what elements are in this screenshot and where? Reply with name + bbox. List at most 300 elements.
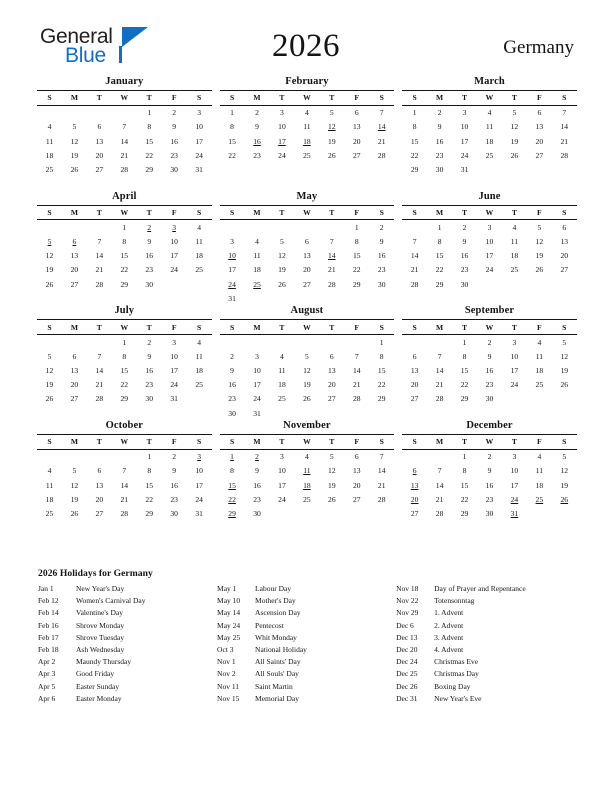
day-cell[interactable]: 11 [278, 365, 286, 375]
day-cell[interactable]: 14 [377, 122, 386, 132]
day-cell[interactable]: 1 [354, 222, 359, 232]
day-cell[interactable]: 20 [352, 136, 361, 146]
day-cell[interactable]: 24 [485, 265, 494, 275]
day-cell[interactable]: 17 [510, 480, 519, 490]
day-cell[interactable]: 1 [462, 337, 467, 347]
day-cell[interactable]: 18 [253, 265, 261, 275]
day-cell[interactable]: 11 [195, 351, 203, 361]
day-cell[interactable]: 6 [97, 466, 102, 476]
day-cell[interactable]: 3 [255, 351, 259, 361]
day-cell[interactable]: 10 [170, 237, 178, 247]
day-cell[interactable]: 1 [122, 222, 127, 232]
day-cell[interactable]: 4 [537, 452, 542, 462]
day-cell[interactable]: 6 [354, 452, 359, 462]
day-cell[interactable]: 3 [172, 222, 177, 232]
day-cell[interactable]: 9 [255, 466, 259, 476]
day-cell[interactable]: 31 [253, 408, 261, 418]
day-cell[interactable]: 25 [278, 394, 286, 404]
day-cell[interactable]: 4 [304, 452, 309, 462]
day-cell[interactable]: 25 [45, 164, 54, 174]
day-cell[interactable]: 31 [228, 293, 236, 303]
day-cell[interactable]: 17 [460, 136, 469, 146]
day-cell[interactable]: 9 [230, 365, 234, 375]
day-cell[interactable]: 23 [435, 150, 444, 160]
day-cell[interactable]: 15 [460, 480, 469, 490]
day-cell[interactable]: 18 [45, 494, 54, 504]
day-cell[interactable]: 2 [487, 452, 492, 462]
day-cell[interactable]: 2 [437, 108, 442, 118]
day-cell[interactable]: 7 [97, 351, 102, 361]
day-cell[interactable]: 2 [255, 452, 259, 462]
day-cell[interactable]: 31 [195, 164, 203, 174]
day-cell[interactable]: 13 [70, 365, 79, 375]
day-cell[interactable]: 18 [195, 251, 203, 261]
day-cell[interactable]: 19 [328, 480, 336, 490]
day-cell[interactable]: 20 [535, 136, 544, 146]
day-cell[interactable]: 21 [410, 265, 419, 275]
day-cell[interactable]: 9 [172, 122, 177, 132]
day-cell[interactable]: 16 [485, 480, 494, 490]
day-cell[interactable]: 29 [120, 279, 129, 289]
day-cell[interactable]: 3 [462, 108, 467, 118]
day-cell[interactable]: 7 [122, 466, 127, 476]
day-cell[interactable]: 21 [435, 494, 444, 504]
day-cell[interactable]: 15 [145, 480, 154, 490]
day-cell[interactable]: 10 [195, 466, 203, 476]
day-cell[interactable]: 13 [535, 122, 544, 132]
day-cell[interactable]: 21 [435, 380, 444, 390]
day-cell[interactable]: 4 [47, 122, 52, 132]
day-cell[interactable]: 5 [304, 351, 309, 361]
day-cell[interactable]: 11 [195, 237, 203, 247]
day-cell[interactable]: 9 [487, 351, 492, 361]
day-cell[interactable]: 22 [410, 150, 419, 160]
day-cell[interactable]: 14 [95, 365, 104, 375]
day-cell[interactable]: 23 [145, 265, 154, 275]
day-cell[interactable]: 10 [278, 122, 286, 132]
day-cell[interactable]: 22 [460, 494, 469, 504]
day-cell[interactable]: 7 [562, 108, 567, 118]
day-cell[interactable]: 27 [352, 494, 361, 504]
day-cell[interactable]: 17 [278, 480, 286, 490]
day-cell[interactable]: 24 [278, 494, 286, 504]
day-cell[interactable]: 5 [280, 237, 284, 247]
day-cell[interactable]: 27 [560, 265, 569, 275]
day-cell[interactable]: 16 [377, 251, 386, 261]
day-cell[interactable]: 14 [95, 251, 104, 261]
day-cell[interactable]: 21 [377, 136, 386, 146]
day-cell[interactable]: 11 [253, 251, 261, 261]
day-cell[interactable]: 14 [120, 480, 129, 490]
day-cell[interactable]: 5 [72, 466, 77, 476]
day-cell[interactable]: 25 [303, 150, 311, 160]
day-cell[interactable]: 18 [485, 136, 494, 146]
day-cell[interactable]: 16 [170, 136, 178, 146]
day-cell[interactable]: 15 [410, 136, 419, 146]
day-cell[interactable]: 22 [377, 380, 386, 390]
day-cell[interactable]: 25 [485, 150, 494, 160]
day-cell[interactable]: 4 [512, 222, 517, 232]
day-cell[interactable]: 2 [147, 222, 152, 232]
day-cell[interactable]: 24 [460, 150, 469, 160]
day-cell[interactable]: 2 [255, 108, 259, 118]
day-cell[interactable]: 11 [535, 466, 543, 476]
day-cell[interactable]: 30 [170, 164, 178, 174]
day-cell[interactable]: 21 [328, 265, 336, 275]
day-cell[interactable]: 1 [462, 452, 467, 462]
day-cell[interactable]: 7 [97, 237, 102, 247]
day-cell[interactable]: 23 [170, 150, 178, 160]
day-cell[interactable]: 6 [97, 122, 102, 132]
day-cell[interactable]: 15 [352, 251, 361, 261]
day-cell[interactable]: 25 [303, 494, 311, 504]
day-cell[interactable]: 15 [228, 480, 236, 490]
day-cell[interactable]: 30 [460, 279, 469, 289]
day-cell[interactable]: 26 [560, 380, 569, 390]
day-cell[interactable]: 14 [377, 466, 386, 476]
day-cell[interactable]: 3 [487, 222, 492, 232]
day-cell[interactable]: 3 [512, 452, 517, 462]
day-cell[interactable]: 29 [120, 394, 129, 404]
day-cell[interactable]: 20 [303, 265, 311, 275]
day-cell[interactable]: 12 [70, 136, 79, 146]
day-cell[interactable]: 30 [485, 509, 494, 519]
day-cell[interactable]: 17 [278, 136, 286, 146]
day-cell[interactable]: 27 [410, 509, 419, 519]
day-cell[interactable]: 19 [45, 380, 54, 390]
day-cell[interactable]: 29 [377, 394, 386, 404]
day-cell[interactable]: 8 [462, 351, 467, 361]
day-cell[interactable]: 24 [170, 380, 178, 390]
day-cell[interactable]: 20 [328, 380, 336, 390]
day-cell[interactable]: 4 [304, 108, 309, 118]
day-cell[interactable]: 29 [435, 279, 444, 289]
day-cell[interactable]: 1 [230, 452, 234, 462]
day-cell[interactable]: 8 [147, 466, 152, 476]
day-cell[interactable]: 18 [303, 136, 311, 146]
day-cell[interactable]: 14 [352, 365, 361, 375]
day-cell[interactable]: 29 [145, 509, 154, 519]
day-cell[interactable]: 16 [485, 365, 494, 375]
day-cell[interactable]: 22 [460, 380, 469, 390]
day-cell[interactable]: 1 [379, 337, 384, 347]
day-cell[interactable]: 22 [120, 265, 129, 275]
day-cell[interactable]: 11 [45, 136, 54, 146]
day-cell[interactable]: 30 [485, 394, 494, 404]
day-cell[interactable]: 29 [228, 509, 236, 519]
day-cell[interactable]: 30 [253, 509, 261, 519]
day-cell[interactable]: 24 [170, 265, 178, 275]
day-cell[interactable]: 8 [230, 466, 234, 476]
day-cell[interactable]: 3 [512, 337, 517, 347]
day-cell[interactable]: 25 [195, 265, 203, 275]
day-cell[interactable]: 7 [437, 466, 442, 476]
day-cell[interactable]: 22 [120, 380, 129, 390]
day-cell[interactable]: 23 [485, 380, 494, 390]
day-cell[interactable]: 23 [145, 380, 154, 390]
day-cell[interactable]: 29 [460, 509, 469, 519]
day-cell[interactable]: 6 [72, 237, 77, 247]
day-cell[interactable]: 9 [147, 351, 152, 361]
day-cell[interactable]: 5 [329, 452, 334, 462]
day-cell[interactable]: 6 [562, 222, 567, 232]
day-cell[interactable]: 28 [95, 394, 104, 404]
day-cell[interactable]: 8 [462, 466, 467, 476]
day-cell[interactable]: 10 [278, 466, 286, 476]
day-cell[interactable]: 26 [535, 265, 544, 275]
day-cell[interactable]: 14 [435, 365, 444, 375]
day-cell[interactable]: 23 [485, 494, 494, 504]
day-cell[interactable]: 28 [95, 279, 104, 289]
day-cell[interactable]: 11 [535, 351, 543, 361]
day-cell[interactable]: 31 [460, 164, 469, 174]
day-cell[interactable]: 27 [95, 509, 104, 519]
day-cell[interactable]: 6 [304, 237, 309, 247]
day-cell[interactable]: 26 [45, 394, 54, 404]
day-cell[interactable]: 2 [172, 108, 177, 118]
day-cell[interactable]: 20 [410, 380, 419, 390]
day-cell[interactable]: 26 [278, 279, 286, 289]
day-cell[interactable]: 12 [535, 237, 544, 247]
day-cell[interactable]: 19 [45, 265, 54, 275]
day-cell[interactable]: 16 [145, 251, 154, 261]
day-cell[interactable]: 30 [170, 509, 178, 519]
day-cell[interactable]: 17 [170, 251, 178, 261]
day-cell[interactable]: 19 [328, 136, 336, 146]
day-cell[interactable]: 10 [510, 466, 519, 476]
day-cell[interactable]: 14 [435, 480, 444, 490]
day-cell[interactable]: 7 [379, 108, 384, 118]
day-cell[interactable]: 22 [145, 150, 154, 160]
day-cell[interactable]: 15 [228, 136, 236, 146]
day-cell[interactable]: 19 [510, 136, 519, 146]
day-cell[interactable]: 8 [230, 122, 234, 132]
day-cell[interactable]: 30 [145, 279, 154, 289]
day-cell[interactable]: 9 [255, 122, 259, 132]
day-cell[interactable]: 4 [47, 466, 52, 476]
day-cell[interactable]: 21 [560, 136, 569, 146]
day-cell[interactable]: 19 [303, 380, 311, 390]
day-cell[interactable]: 20 [95, 494, 104, 504]
day-cell[interactable]: 11 [510, 237, 519, 247]
day-cell[interactable]: 11 [485, 122, 494, 132]
day-cell[interactable]: 7 [354, 351, 359, 361]
day-cell[interactable]: 18 [45, 150, 54, 160]
day-cell[interactable]: 13 [560, 237, 569, 247]
day-cell[interactable]: 11 [303, 466, 311, 476]
day-cell[interactable]: 30 [377, 279, 386, 289]
day-cell[interactable]: 28 [120, 509, 129, 519]
day-cell[interactable]: 28 [377, 494, 386, 504]
day-cell[interactable]: 27 [70, 394, 79, 404]
day-cell[interactable]: 28 [435, 509, 444, 519]
day-cell[interactable]: 20 [560, 251, 569, 261]
day-cell[interactable]: 20 [352, 480, 361, 490]
day-cell[interactable]: 8 [412, 122, 417, 132]
day-cell[interactable]: 24 [195, 494, 203, 504]
day-cell[interactable]: 12 [70, 480, 79, 490]
day-cell[interactable]: 3 [280, 108, 284, 118]
day-cell[interactable]: 9 [172, 466, 177, 476]
day-cell[interactable]: 3 [280, 452, 284, 462]
day-cell[interactable]: 17 [195, 136, 203, 146]
day-cell[interactable]: 6 [537, 108, 542, 118]
day-cell[interactable]: 15 [120, 365, 129, 375]
day-cell[interactable]: 22 [228, 494, 236, 504]
day-cell[interactable]: 14 [120, 136, 129, 146]
day-cell[interactable]: 7 [437, 351, 442, 361]
day-cell[interactable]: 24 [253, 394, 261, 404]
day-cell[interactable]: 24 [510, 494, 519, 504]
day-cell[interactable]: 12 [560, 351, 569, 361]
day-cell[interactable]: 12 [560, 466, 569, 476]
day-cell[interactable]: 22 [145, 494, 154, 504]
day-cell[interactable]: 8 [147, 122, 152, 132]
day-cell[interactable]: 20 [410, 494, 419, 504]
day-cell[interactable]: 24 [510, 380, 519, 390]
day-cell[interactable]: 7 [329, 237, 334, 247]
day-cell[interactable]: 22 [352, 265, 361, 275]
day-cell[interactable]: 14 [328, 251, 336, 261]
day-cell[interactable]: 10 [253, 365, 261, 375]
day-cell[interactable]: 12 [45, 251, 54, 261]
day-cell[interactable]: 24 [228, 279, 236, 289]
day-cell[interactable]: 8 [437, 237, 442, 247]
day-cell[interactable]: 1 [147, 452, 152, 462]
day-cell[interactable]: 27 [328, 394, 336, 404]
day-cell[interactable]: 20 [95, 150, 104, 160]
day-cell[interactable]: 5 [512, 108, 517, 118]
day-cell[interactable]: 26 [303, 394, 311, 404]
day-cell[interactable]: 5 [537, 222, 542, 232]
day-cell[interactable]: 22 [435, 265, 444, 275]
day-cell[interactable]: 28 [435, 394, 444, 404]
day-cell[interactable]: 1 [147, 108, 152, 118]
day-cell[interactable]: 19 [560, 365, 569, 375]
day-cell[interactable]: 19 [560, 480, 569, 490]
day-cell[interactable]: 9 [379, 237, 384, 247]
day-cell[interactable]: 18 [278, 380, 286, 390]
day-cell[interactable]: 30 [228, 408, 236, 418]
day-cell[interactable]: 19 [70, 494, 79, 504]
day-cell[interactable]: 19 [535, 251, 544, 261]
day-cell[interactable]: 29 [352, 279, 361, 289]
day-cell[interactable]: 8 [122, 237, 127, 247]
day-cell[interactable]: 29 [145, 164, 154, 174]
day-cell[interactable]: 26 [328, 150, 336, 160]
day-cell[interactable]: 27 [95, 164, 104, 174]
day-cell[interactable]: 19 [278, 265, 286, 275]
day-cell[interactable]: 16 [253, 136, 261, 146]
day-cell[interactable]: 14 [410, 251, 419, 261]
day-cell[interactable]: 8 [379, 351, 384, 361]
day-cell[interactable]: 28 [560, 150, 569, 160]
day-cell[interactable]: 13 [328, 365, 336, 375]
day-cell[interactable]: 18 [303, 480, 311, 490]
day-cell[interactable]: 16 [460, 251, 469, 261]
day-cell[interactable]: 2 [379, 222, 384, 232]
day-cell[interactable]: 29 [410, 164, 419, 174]
day-cell[interactable]: 20 [70, 380, 79, 390]
day-cell[interactable]: 10 [170, 351, 178, 361]
day-cell[interactable]: 5 [47, 237, 52, 247]
day-cell[interactable]: 24 [195, 150, 203, 160]
day-cell[interactable]: 13 [70, 251, 79, 261]
day-cell[interactable]: 11 [303, 122, 311, 132]
day-cell[interactable]: 16 [435, 136, 444, 146]
day-cell[interactable]: 15 [460, 365, 469, 375]
day-cell[interactable]: 17 [228, 265, 236, 275]
day-cell[interactable]: 9 [437, 122, 442, 132]
day-cell[interactable]: 27 [410, 394, 419, 404]
day-cell[interactable]: 4 [537, 337, 542, 347]
day-cell[interactable]: 16 [228, 380, 236, 390]
day-cell[interactable]: 21 [352, 380, 361, 390]
day-cell[interactable]: 23 [228, 394, 236, 404]
day-cell[interactable]: 25 [253, 279, 261, 289]
day-cell[interactable]: 1 [230, 108, 234, 118]
day-cell[interactable]: 11 [45, 480, 54, 490]
day-cell[interactable]: 3 [197, 108, 201, 118]
day-cell[interactable]: 3 [197, 452, 201, 462]
day-cell[interactable]: 12 [303, 365, 311, 375]
day-cell[interactable]: 2 [487, 337, 492, 347]
day-cell[interactable]: 13 [410, 365, 419, 375]
day-cell[interactable]: 6 [412, 351, 417, 361]
day-cell[interactable]: 5 [72, 122, 77, 132]
day-cell[interactable]: 31 [195, 509, 203, 519]
day-cell[interactable]: 13 [352, 122, 361, 132]
day-cell[interactable]: 10 [485, 237, 494, 247]
day-cell[interactable]: 21 [95, 265, 104, 275]
day-cell[interactable]: 2 [172, 452, 177, 462]
day-cell[interactable]: 30 [435, 164, 444, 174]
day-cell[interactable]: 6 [412, 466, 417, 476]
day-cell[interactable]: 10 [460, 122, 469, 132]
day-cell[interactable]: 21 [120, 494, 129, 504]
day-cell[interactable]: 25 [535, 494, 544, 504]
day-cell[interactable]: 26 [70, 164, 79, 174]
day-cell[interactable]: 26 [560, 494, 569, 504]
day-cell[interactable]: 17 [510, 365, 519, 375]
day-cell[interactable]: 5 [329, 108, 334, 118]
day-cell[interactable]: 6 [72, 351, 77, 361]
day-cell[interactable]: 25 [510, 265, 519, 275]
day-cell[interactable]: 9 [462, 237, 467, 247]
day-cell[interactable]: 12 [278, 251, 286, 261]
day-cell[interactable]: 2 [230, 351, 234, 361]
day-cell[interactable]: 4 [255, 237, 259, 247]
day-cell[interactable]: 27 [70, 279, 79, 289]
day-cell[interactable]: 28 [377, 150, 386, 160]
day-cell[interactable]: 21 [95, 380, 104, 390]
day-cell[interactable]: 18 [535, 480, 544, 490]
day-cell[interactable]: 18 [535, 365, 544, 375]
day-cell[interactable]: 28 [120, 164, 129, 174]
day-cell[interactable]: 5 [562, 452, 567, 462]
day-cell[interactable]: 10 [228, 251, 236, 261]
day-cell[interactable]: 9 [147, 237, 152, 247]
day-cell[interactable]: 5 [47, 351, 52, 361]
day-cell[interactable]: 25 [45, 509, 54, 519]
day-cell[interactable]: 1 [412, 108, 417, 118]
day-cell[interactable]: 15 [145, 136, 154, 146]
day-cell[interactable]: 15 [377, 365, 386, 375]
day-cell[interactable]: 28 [410, 279, 419, 289]
day-cell[interactable]: 5 [562, 337, 567, 347]
day-cell[interactable]: 26 [70, 509, 79, 519]
day-cell[interactable]: 31 [170, 394, 178, 404]
